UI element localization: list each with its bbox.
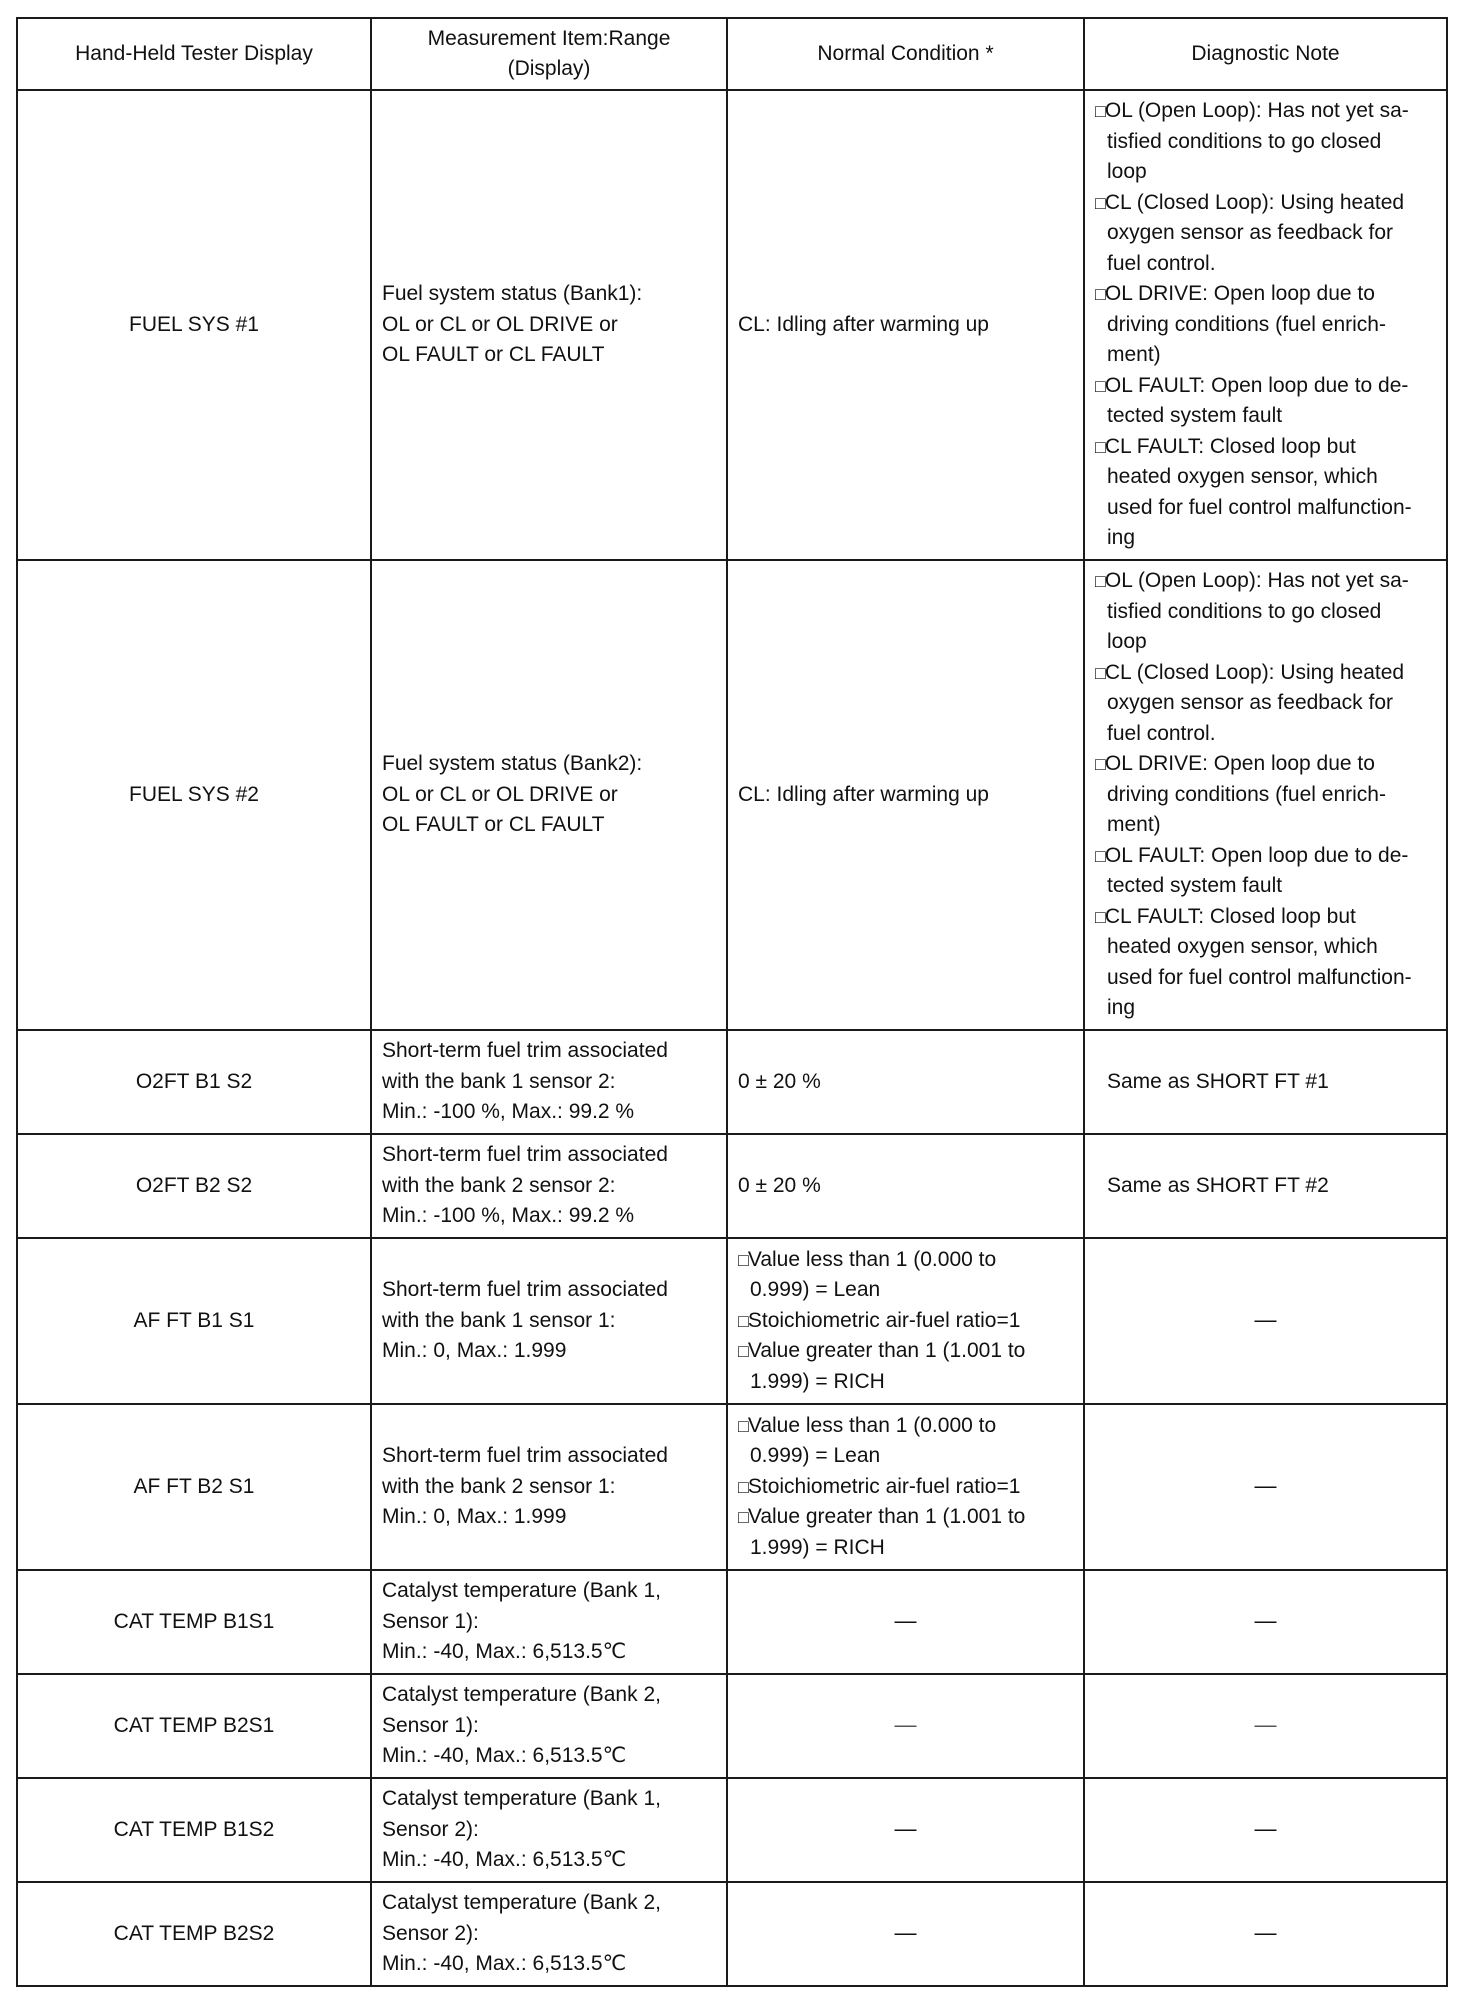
normal-item	[738, 1472, 1073, 1503]
measurement-line: Sensor 1):	[382, 1609, 479, 1633]
cell-diagnostic-note	[1084, 560, 1447, 1030]
note-line	[1095, 1171, 1436, 1202]
cell-display: CAT TEMP B1S1	[17, 1570, 371, 1674]
note-line-text: OL (Open Loop): Has not yet sa-	[1104, 569, 1409, 593]
table-row	[17, 1404, 1447, 1570]
normal-item	[738, 1502, 1073, 1533]
note-line-text: OL DRIVE: Open loop due to	[1104, 752, 1375, 776]
bullet-box-icon: □	[1095, 906, 1105, 927]
cell-normal-condition	[727, 1882, 1084, 1986]
table-row	[17, 1674, 1447, 1778]
cell-measurement	[371, 1674, 727, 1778]
note-line	[1095, 401, 1436, 432]
note-line-text: ing	[1107, 996, 1136, 1020]
note-line-text: oxygen sensor as feedback for	[1107, 221, 1394, 245]
note-line-text: heated oxygen sensor, which	[1107, 935, 1378, 959]
bullet-box-icon: □	[738, 1310, 748, 1331]
note-line	[1095, 523, 1436, 554]
measurement-line: Catalyst temperature (Bank 2,	[382, 1683, 661, 1707]
note-line-text: OL FAULT: Open loop due to de-	[1104, 373, 1409, 397]
note-line	[1095, 127, 1436, 158]
cell-measurement	[371, 560, 727, 1030]
note-line	[1095, 96, 1436, 127]
note-line-text: used for fuel control malfunction-	[1107, 495, 1412, 519]
measurement-line: with the bank 1 sensor 1:	[382, 1308, 616, 1332]
dash-icon: —	[894, 1712, 917, 1738]
note-line	[1095, 658, 1436, 689]
note-line-text: Same as SHORT FT #2	[1107, 1173, 1329, 1197]
note-line	[1095, 688, 1436, 719]
measurement-line: with the bank 2 sensor 1:	[382, 1474, 616, 1498]
normal-item	[738, 1245, 1073, 1276]
note-line-text: OL DRIVE: Open loop due to	[1104, 282, 1375, 306]
normal-item-text: Value less than 1 (0.000 to	[747, 1413, 997, 1437]
note-line	[1095, 963, 1436, 994]
cell-diagnostic-note	[1084, 1134, 1447, 1238]
cell-display: CAT TEMP B1S2	[17, 1778, 371, 1882]
cell-measurement	[371, 1238, 727, 1404]
table-row	[17, 90, 1447, 560]
cell-display: CAT TEMP B2S1	[17, 1674, 371, 1778]
measurement-line: Min.: -40, Max.: 6,513.5℃	[382, 1848, 627, 1872]
cell-display: CAT TEMP B2S2	[17, 1882, 371, 1986]
note-line-text: CL FAULT: Closed loop but	[1104, 904, 1356, 928]
normal-item-text: Value greater than 1 (1.001 to	[747, 1505, 1026, 1529]
measurement-line: Min.: -40, Max.: 6,513.5℃	[382, 1952, 627, 1976]
normal-item-text: 1.999) = RICH	[750, 1535, 885, 1559]
table-row	[17, 1882, 1447, 1986]
measurement-line: Min.: 0, Max.: 1.999	[382, 1339, 567, 1363]
note-line	[1095, 188, 1436, 219]
note-line	[1095, 249, 1436, 280]
table-row	[17, 1134, 1447, 1238]
note-line	[1095, 597, 1436, 628]
cell-diagnostic-note	[1084, 1570, 1447, 1674]
bullet-box-icon: □	[738, 1249, 748, 1270]
note-line-text: oxygen sensor as feedback for	[1107, 691, 1394, 715]
cell-measurement	[371, 90, 727, 560]
cell-display: O2FT B2 S2	[17, 1134, 371, 1238]
cell-normal-condition	[727, 1570, 1084, 1674]
note-line-text: fuel control.	[1107, 251, 1216, 275]
header-measurement-line1: Measurement Item:Range	[427, 26, 671, 50]
bullet-box-icon: □	[1095, 101, 1105, 122]
measurement-line: Sensor 1):	[382, 1713, 479, 1737]
header-measurement-line2: (Display)	[507, 57, 591, 80]
cell-measurement	[371, 1570, 727, 1674]
header-measurement	[371, 18, 727, 90]
normal-line: 0 ± 20 %	[738, 1173, 821, 1197]
note-line	[1095, 566, 1436, 597]
cell-measurement	[371, 1882, 727, 1986]
measurement-line: Min.: -40, Max.: 6,513.5℃	[382, 1744, 627, 1768]
dash-icon: —	[1254, 1307, 1277, 1333]
table-row	[17, 1030, 1447, 1134]
note-line-text: OL (Open Loop): Has not yet sa-	[1104, 99, 1409, 123]
cell-normal-condition	[727, 90, 1084, 560]
cell-diagnostic-note	[1084, 1882, 1447, 1986]
measurement-line: Min.: -100 %, Max.: 99.2 %	[382, 1204, 635, 1228]
bullet-box-icon: □	[1095, 284, 1105, 305]
bullet-box-icon: □	[1095, 754, 1105, 775]
note-line	[1095, 841, 1436, 872]
cell-display: O2FT B1 S2	[17, 1030, 371, 1134]
note-line	[1095, 340, 1436, 371]
note-line	[1095, 157, 1436, 188]
normal-item-text: Stoichiometric air-fuel ratio=1	[747, 1474, 1021, 1498]
measurement-line: Short-term fuel trim associated	[382, 1444, 668, 1468]
cell-measurement	[371, 1134, 727, 1238]
cell-diagnostic-note	[1084, 1030, 1447, 1134]
note-line	[1095, 902, 1436, 933]
bullet-box-icon: □	[738, 1507, 748, 1528]
measurement-line: Sensor 2):	[382, 1817, 479, 1841]
note-line-text: fuel control.	[1107, 721, 1216, 745]
normal-item-text: Value greater than 1 (1.001 to	[747, 1339, 1026, 1363]
header-display: Hand-Held Tester Display	[17, 18, 371, 90]
note-line-text: tected system fault	[1107, 404, 1283, 428]
measurement-line: Min.: 0, Max.: 1.999	[382, 1505, 567, 1529]
bullet-box-icon: □	[738, 1476, 748, 1497]
table-row	[17, 1238, 1447, 1404]
normal-item	[738, 1411, 1073, 1442]
note-line-text: ment)	[1107, 343, 1161, 367]
note-line-text: ing	[1107, 526, 1136, 550]
note-line	[1095, 1067, 1436, 1098]
measurement-line: Fuel system status (Bank1):	[382, 282, 643, 306]
dash-icon: —	[1254, 1816, 1277, 1842]
note-line-text: driving conditions (fuel enrich-	[1107, 312, 1386, 336]
measurement-line: OL FAULT or CL FAULT	[382, 343, 605, 367]
normal-item	[738, 1441, 1073, 1472]
dash-icon: —	[1254, 1920, 1277, 1946]
dash-icon: —	[894, 1608, 917, 1634]
normal-item-text: 1.999) = RICH	[750, 1369, 885, 1393]
note-line	[1095, 432, 1436, 463]
note-line-text: CL FAULT: Closed loop but	[1104, 434, 1356, 458]
measurement-line: Short-term fuel trim associated	[382, 1278, 668, 1302]
normal-item-text: 0.999) = Lean	[750, 1278, 881, 1302]
cell-diagnostic-note	[1084, 1778, 1447, 1882]
bullet-box-icon: □	[738, 1341, 748, 1362]
cell-diagnostic-note	[1084, 1404, 1447, 1570]
bullet-box-icon: □	[1095, 571, 1105, 592]
normal-item-text: 0.999) = Lean	[750, 1444, 881, 1468]
table-row	[17, 1570, 1447, 1674]
note-line	[1095, 871, 1436, 902]
normal-line: CL: Idling after warming up	[738, 312, 989, 336]
dash-icon: —	[1254, 1608, 1277, 1634]
note-line-text: CL (Closed Loop): Using heated	[1104, 660, 1405, 684]
note-line-text: tected system fault	[1107, 874, 1283, 898]
cell-diagnostic-note	[1084, 1238, 1447, 1404]
bullet-box-icon: □	[1095, 662, 1105, 683]
note-line-text: Same as SHORT FT #1	[1107, 1069, 1329, 1093]
cell-normal-condition	[727, 1778, 1084, 1882]
header-note: Diagnostic Note	[1084, 18, 1447, 90]
note-line-text: tisfied conditions to go closed	[1107, 599, 1382, 623]
note-line	[1095, 310, 1436, 341]
normal-item	[738, 1367, 1073, 1398]
data-list-table	[16, 17, 1448, 1987]
cell-normal-condition	[727, 1030, 1084, 1134]
measurement-line: Short-term fuel trim associated	[382, 1039, 668, 1063]
cell-normal-condition	[727, 1134, 1084, 1238]
note-line-text: OL FAULT: Open loop due to de-	[1104, 843, 1409, 867]
table-row	[17, 1778, 1447, 1882]
normal-item	[738, 1275, 1073, 1306]
note-line-text: CL (Closed Loop): Using heated	[1104, 190, 1405, 214]
note-line-text: driving conditions (fuel enrich-	[1107, 782, 1386, 806]
dash-icon: —	[1254, 1473, 1277, 1499]
cell-measurement	[371, 1778, 727, 1882]
measurement-line: OL or CL or OL DRIVE or	[382, 312, 618, 336]
note-line	[1095, 719, 1436, 750]
cell-diagnostic-note	[1084, 90, 1447, 560]
cell-display: FUEL SYS #2	[17, 560, 371, 1030]
table-row	[17, 560, 1447, 1030]
normal-item	[738, 1336, 1073, 1367]
normal-item	[738, 1533, 1073, 1564]
note-line-text: tisfied conditions to go closed	[1107, 129, 1382, 153]
measurement-line: Fuel system status (Bank2):	[382, 752, 643, 776]
note-line	[1095, 279, 1436, 310]
note-line	[1095, 932, 1436, 963]
measurement-line: Catalyst temperature (Bank 1,	[382, 1787, 661, 1811]
cell-measurement	[371, 1404, 727, 1570]
cell-display: AF FT B2 S1	[17, 1404, 371, 1570]
note-line	[1095, 810, 1436, 841]
bullet-box-icon: □	[1095, 192, 1105, 213]
note-line-text: used for fuel control malfunction-	[1107, 965, 1412, 989]
normal-item	[738, 1306, 1073, 1337]
header-row	[17, 18, 1447, 90]
bullet-box-icon: □	[1095, 845, 1105, 866]
measurement-line: OL FAULT or CL FAULT	[382, 813, 605, 837]
note-line-text: loop	[1107, 160, 1147, 184]
measurement-line: Min.: -40, Max.: 6,513.5℃	[382, 1640, 627, 1664]
normal-line: 0 ± 20 %	[738, 1069, 821, 1093]
dash-icon: —	[894, 1920, 917, 1946]
cell-normal-condition	[727, 1674, 1084, 1778]
measurement-line: Min.: -100 %, Max.: 99.2 %	[382, 1100, 635, 1124]
cell-measurement	[371, 1030, 727, 1134]
measurement-line: Catalyst temperature (Bank 1,	[382, 1579, 661, 1603]
cell-display: AF FT B1 S1	[17, 1238, 371, 1404]
note-line	[1095, 780, 1436, 811]
note-line	[1095, 993, 1436, 1024]
measurement-line: with the bank 2 sensor 2:	[382, 1173, 616, 1197]
note-line-text: ment)	[1107, 813, 1161, 837]
cell-normal-condition	[727, 1238, 1084, 1404]
bullet-box-icon: □	[1095, 436, 1105, 457]
note-line	[1095, 493, 1436, 524]
normal-line: CL: Idling after warming up	[738, 782, 989, 806]
cell-display: FUEL SYS #1	[17, 90, 371, 560]
header-normal: Normal Condition *	[727, 18, 1084, 90]
note-line	[1095, 371, 1436, 402]
note-line-text: heated oxygen sensor, which	[1107, 465, 1378, 489]
dash-icon: —	[894, 1816, 917, 1842]
normal-item-text: Stoichiometric air-fuel ratio=1	[747, 1308, 1021, 1332]
measurement-line: Catalyst temperature (Bank 2,	[382, 1891, 661, 1915]
measurement-line: with the bank 1 sensor 2:	[382, 1069, 616, 1093]
note-line	[1095, 462, 1436, 493]
cell-normal-condition	[727, 560, 1084, 1030]
measurement-line: Short-term fuel trim associated	[382, 1143, 668, 1167]
measurement-line: Sensor 2):	[382, 1921, 479, 1945]
measurement-line: OL or CL or OL DRIVE or	[382, 782, 618, 806]
note-line-text: loop	[1107, 630, 1147, 654]
note-line	[1095, 627, 1436, 658]
normal-item-text: Value less than 1 (0.000 to	[747, 1247, 997, 1271]
dash-icon: —	[1254, 1712, 1277, 1738]
bullet-box-icon: □	[1095, 375, 1105, 396]
cell-normal-condition	[727, 1404, 1084, 1570]
bullet-box-icon: □	[738, 1415, 748, 1436]
note-line	[1095, 218, 1436, 249]
note-line	[1095, 749, 1436, 780]
cell-diagnostic-note	[1084, 1674, 1447, 1778]
